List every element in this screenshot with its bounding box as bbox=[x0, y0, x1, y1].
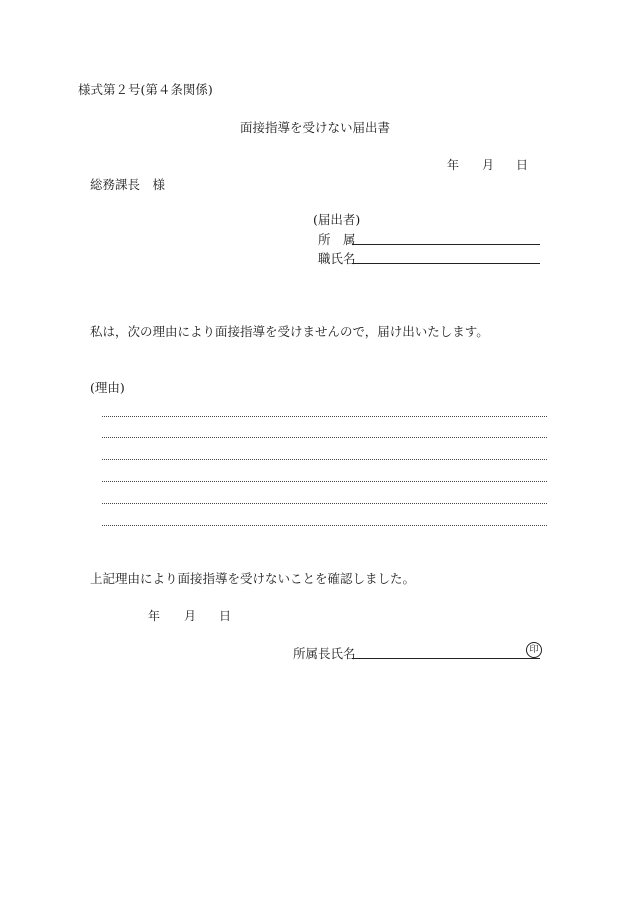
affiliation-field[interactable] bbox=[352, 244, 540, 245]
bottom-date-year-label: 年 bbox=[148, 609, 161, 623]
addressee: 総務課長 様 bbox=[90, 177, 166, 192]
supervisor-name-field[interactable] bbox=[352, 658, 540, 659]
reason-line[interactable] bbox=[102, 481, 547, 482]
bottom-date-month-label: 月 bbox=[184, 609, 197, 623]
confirmation-text: 上記理由により面接指導を受けないことを確認しました。 bbox=[90, 571, 416, 586]
statement-text: 私は，次の理由により面接指導を受けませんので，届け出いたします。 bbox=[90, 324, 489, 339]
reason-line[interactable] bbox=[102, 416, 547, 417]
name-field[interactable] bbox=[352, 263, 540, 264]
top-date-day-label: 日 bbox=[516, 158, 529, 172]
reason-line[interactable] bbox=[102, 525, 547, 526]
top-date-year-label: 年 bbox=[447, 158, 460, 172]
applicant-heading: (届出者) bbox=[313, 212, 361, 227]
top-date-month-label: 月 bbox=[482, 158, 495, 172]
reason-line[interactable] bbox=[102, 437, 547, 438]
affiliation-label: 所 属 bbox=[318, 232, 356, 247]
reason-heading: (理由) bbox=[90, 380, 125, 395]
reason-line[interactable] bbox=[102, 503, 547, 504]
document-title: 面接指導を受けない届出書 bbox=[239, 120, 390, 135]
supervisor-name-label: 所属長氏名 bbox=[293, 646, 356, 661]
form-number: 様式第２号(第４条関係) bbox=[78, 82, 213, 97]
bottom-date-day-label: 日 bbox=[219, 609, 232, 623]
name-label: 職氏名 bbox=[318, 251, 356, 266]
reason-line[interactable] bbox=[102, 459, 547, 460]
seal-mark-icon: 印 bbox=[526, 642, 542, 658]
